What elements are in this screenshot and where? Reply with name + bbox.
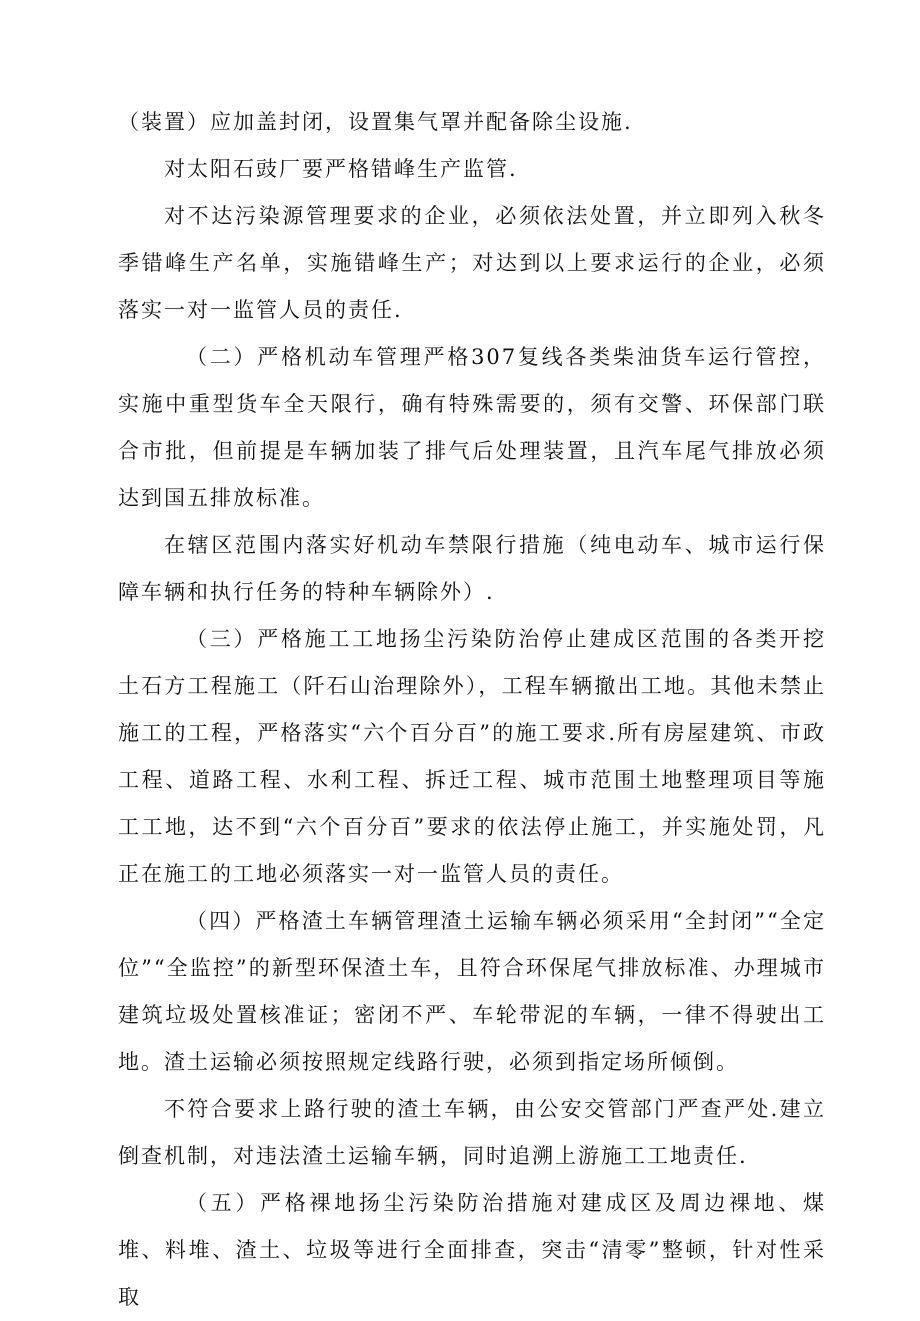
paragraph-muck-enforcement: 不符合要求上路行驶的渣土车辆，由公安交管部门严查严处.建立倒查机制，对违法渣土运输车辆，同时追溯上游施工工地责任. xyxy=(118,1097,826,1168)
paragraph-device-cover: （装置）应加盖封闭，设置集气罩并配备除尘设施. xyxy=(118,110,633,134)
paragraph-section-two-vehicles: （二）严格机动车管理严格307复线各类柴油货车运行管控，实施中重型货车全天限行，确有特殊需要的，须有交警、环保部门联合市批，但前提是车辆加装了排气后处理装置，且汽车尾气排放必须达到国五排放标准。 xyxy=(118,345,826,510)
paragraph-taiyang-factory: 对太阳石豉厂要严格错峰生产监管. xyxy=(164,157,518,181)
paragraph-section-five-bare-land: （五）严格裸地扬尘污染防治措施对建成区及周边裸地、煤堆、料堆、渣土、垃圾等进行全面排查，突击“清零”整顿，针对性采取 xyxy=(118,1191,826,1309)
paragraph-section-three-construction: （三）严格施工工地扬尘污染防治停止建成区范围的各类开挖土石方工程施工（阡石山治理除外），工程车辆撤出工地。其他未禁止施工的工程，严格落实“六个百分百”的施工要求.所有房屋建筑、市政工程、道路工程、水利工程、拆迁工程、城市范围土地整理项目等施工工地，达不到“六个百分百”要求的依法停止施工，并实施处罚，凡正在施工的工地必须落实一对一监管人员的责任。 xyxy=(118,627,826,886)
paragraph-vehicle-restrictions: 在辖区范围内落实好机动车禁限行措施（纯电动车、城市运行保障车辆和执行任务的特种车辆除外）. xyxy=(118,533,826,604)
paragraph-noncompliant-enterprises: 对不达污染源管理要求的企业，必须依法处置，并立即列入秋冬季错峰生产名单，实施错峰生产；对达到以上要求运行的企业，必须落实一对一监管人员的责任. xyxy=(118,204,826,322)
document-body xyxy=(118,99,826,1321)
paragraph-section-four-muck-trucks: （四）严格渣土车辆管理渣土运输车辆必须采用“全封闭”“全定位”“全监控”的新型环保渣土车，且符合环保尾气排放标准、办理城市建筑垃圾处置核准证；密闭不严、车轮带泥的车辆，一律不得驶出工地。渣土运输必须按照规定线路行驶，必须到指定场所倾倒。 xyxy=(118,909,826,1074)
